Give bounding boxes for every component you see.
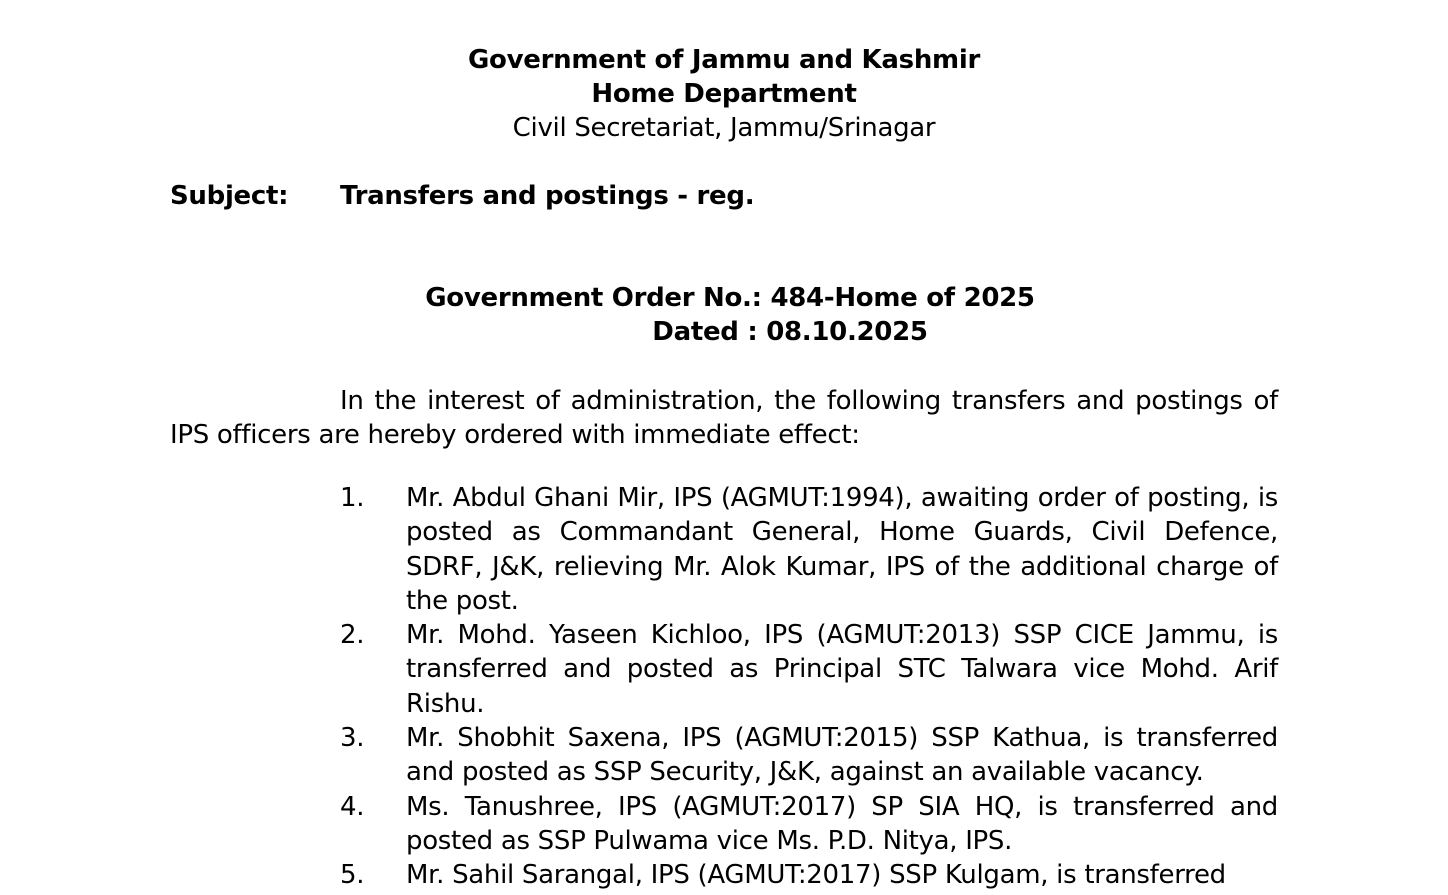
list-item-number: 3. [340,723,365,754]
subject-text: Transfers and postings - reg. [340,181,755,211]
list-item [340,721,1278,790]
intro-paragraph: In the interest of administration, the following transfers and postings of IPS officers are hereby ordered with immediate effect: [170,386,1278,450]
order-number: Government Order No.: 484-Home of 2025 [425,283,1035,313]
subject-label: Subject: [170,181,289,211]
header-address: Civil Secretariat, Jammu/Srinagar [512,113,936,143]
header-department: Home Department [591,79,857,109]
list-item [340,481,1278,618]
list-item-text: Mr. Mohd. Yaseen Kichloo, IPS (AGMUT:2013) SSP CICE Jammu, is transferred and posted as Principal STC Talwara vice Mohd. Arif Rishu. [406,620,1278,719]
transfer-list [340,481,1278,893]
list-item [340,858,1278,892]
list-item-text: Mr. Sahil Sarangal, IPS (AGMUT:2017) SSP Kulgam, is transferred [406,860,1226,891]
list-item-text: Ms. Tanushree, IPS (AGMUT:2017) SP SIA HQ, is transferred and posted as SSP Pulwama vice Ms. P.D. Nitya, IPS. [406,791,1278,856]
list-item-text: Mr. Shobhit Saxena, IPS (AGMUT:2015) SSP Kathua, is transferred and posted as SSP Security, J&K, against an available vacancy. [406,723,1278,788]
list-item-number: 2. [340,620,365,651]
list-item-number: 5. [340,860,365,891]
list-item [340,790,1278,859]
list-item-text: Mr. Abdul Ghani Mir, IPS (AGMUT:1994), awaiting order of posting, is posted as Commandant General, Home Guards, Civil Defence, SDRF, J&K, relieving Mr. Alok Kumar, IPS of the additional charge of the post. [406,483,1278,616]
header-government: Government of Jammu and Kashmir [468,45,980,75]
list-item-number: 1. [340,483,365,513]
order-date: Dated : 08.10.2025 [652,317,928,347]
list-item [340,618,1278,721]
list-item-number: 4. [340,791,365,822]
